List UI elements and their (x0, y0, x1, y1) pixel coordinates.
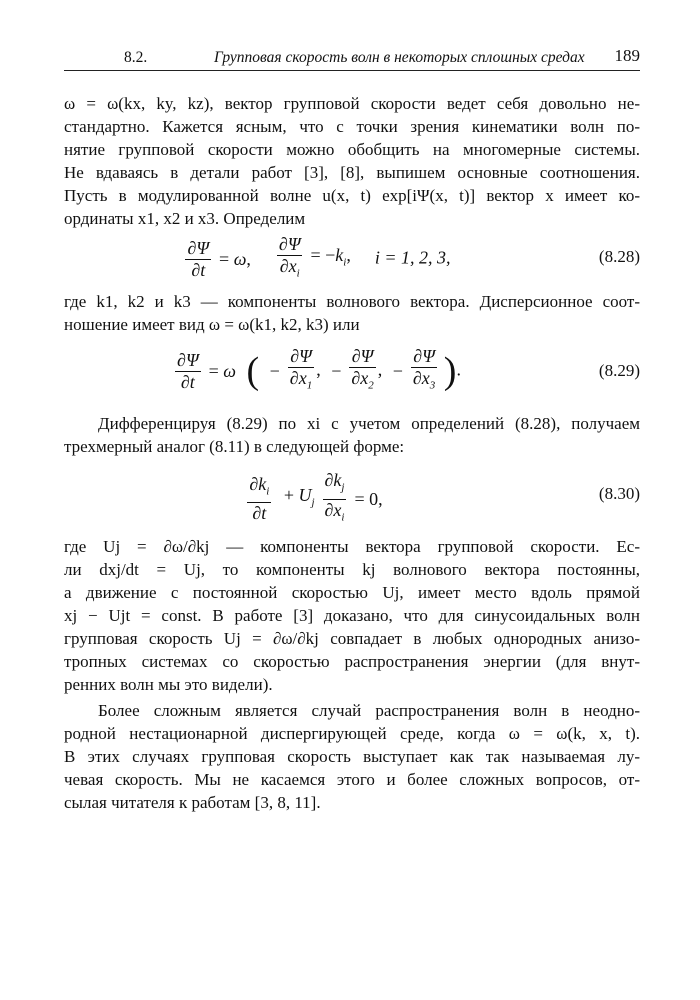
text-line: ли dxj/dt = Uj, то компоненты kj волнового вектора постоянны, (64, 560, 640, 579)
text-line: Более сложным является случай распространения волн в неодно- (98, 701, 640, 720)
text-line: где Uj = ∂ω/∂kj — компоненты вектора групповой скорости. Ес- (64, 537, 640, 556)
equation-8-30 (64, 470, 640, 524)
section-number: 8.2. (124, 49, 148, 66)
text-line: В этих случаях групповая скорость выступает как так называемая лу- (64, 747, 640, 766)
text-line: Не вдаваясь в детали работ [3], [8], выпишем основные соотношения. (64, 163, 640, 182)
text-line: родной нестационарной диспергирующей среде, когда ω = ω(k, x, t). (64, 724, 640, 743)
text-line: нятие групповой скорости можно обобщить на многомерные системы. (64, 140, 640, 159)
page-number: 189 (614, 46, 640, 65)
index-range: i = 1, 2, 3, (374, 247, 451, 268)
equation-label: (8.29) (598, 361, 640, 380)
text-line: Пусть в модулированной волне u(x, t) exp[iΨ(x, t)] вектор x имеет ко- (64, 186, 640, 205)
text-line: xj − Ujt = const. В работе [3] доказано, что для синусоидальных волн (64, 606, 640, 625)
section-title: Групповая скорость волн в некоторых сплошных средах (214, 49, 585, 66)
text-line: ординаты x1, x2 и x3. Определим (64, 209, 306, 228)
text-line: ношение имеет вид ω = ω(k1, k2, k3) или (64, 315, 360, 334)
equation-8-29 (64, 346, 640, 394)
text-line: ω = ω(kx, ky, kz), вектор групповой скорости ведет себя довольно не- (64, 94, 640, 113)
equation-body: $\frac{\partial k_i}{\partial t}$ + $U_j$ $\frac{\partial k_j}{\partial x_i}$ = 0, (249, 470, 383, 524)
text-line: чевая скорость. Мы не касаемся этого и более сложных вопросов, от- (64, 770, 640, 789)
text-line: где k1, k2 и k3 — компоненты волнового вектора. Дисперсионное соот- (64, 292, 640, 311)
equation-body: $\frac{\partial\Psi}{\partial t}$ = ω, $\frac{\partial\Psi}{\partial x_i}$ = $-k_i$, i = 1, 2, 3, (187, 234, 451, 280)
equation-label: (8.30) (598, 484, 640, 503)
text-line: трехмерный аналог (8.11) в следующей форме: (64, 437, 405, 456)
text-line: Дифференцируя (8.29) по xi с учетом определений (8.28), получаем (98, 414, 640, 433)
text-line: ренних волн мы это видели). (64, 675, 273, 694)
running-header (64, 44, 640, 71)
equation-label: (8.28) (598, 247, 640, 266)
text-line: тропных системах со скоростью распространения энергии (для внут- (64, 652, 640, 671)
text-line: сылая читателя к работам [3, 8, 11]. (64, 793, 321, 812)
equation-8-28 (64, 234, 640, 282)
text-line: а движение с постоянной скоростью Uj, имеет место вдоль прямой (64, 583, 640, 602)
text-line: групповая скорость Uj = ∂ω/∂kj совпадает в любых однородных анизо- (64, 629, 640, 648)
text-line: стандартно. Кажется ясным, что с точки зрения кинематики волн по- (64, 117, 640, 136)
equation-body: $\frac{\partial\Psi}{\partial t}$ = ω ( − $\frac{\partial\Psi}{\partial x_1}$ , − $\frac{\partial\Psi}{\partial x_2}$ , − $\frac{\partial\Psi}{\partial x_3}$ ). (177, 346, 461, 392)
